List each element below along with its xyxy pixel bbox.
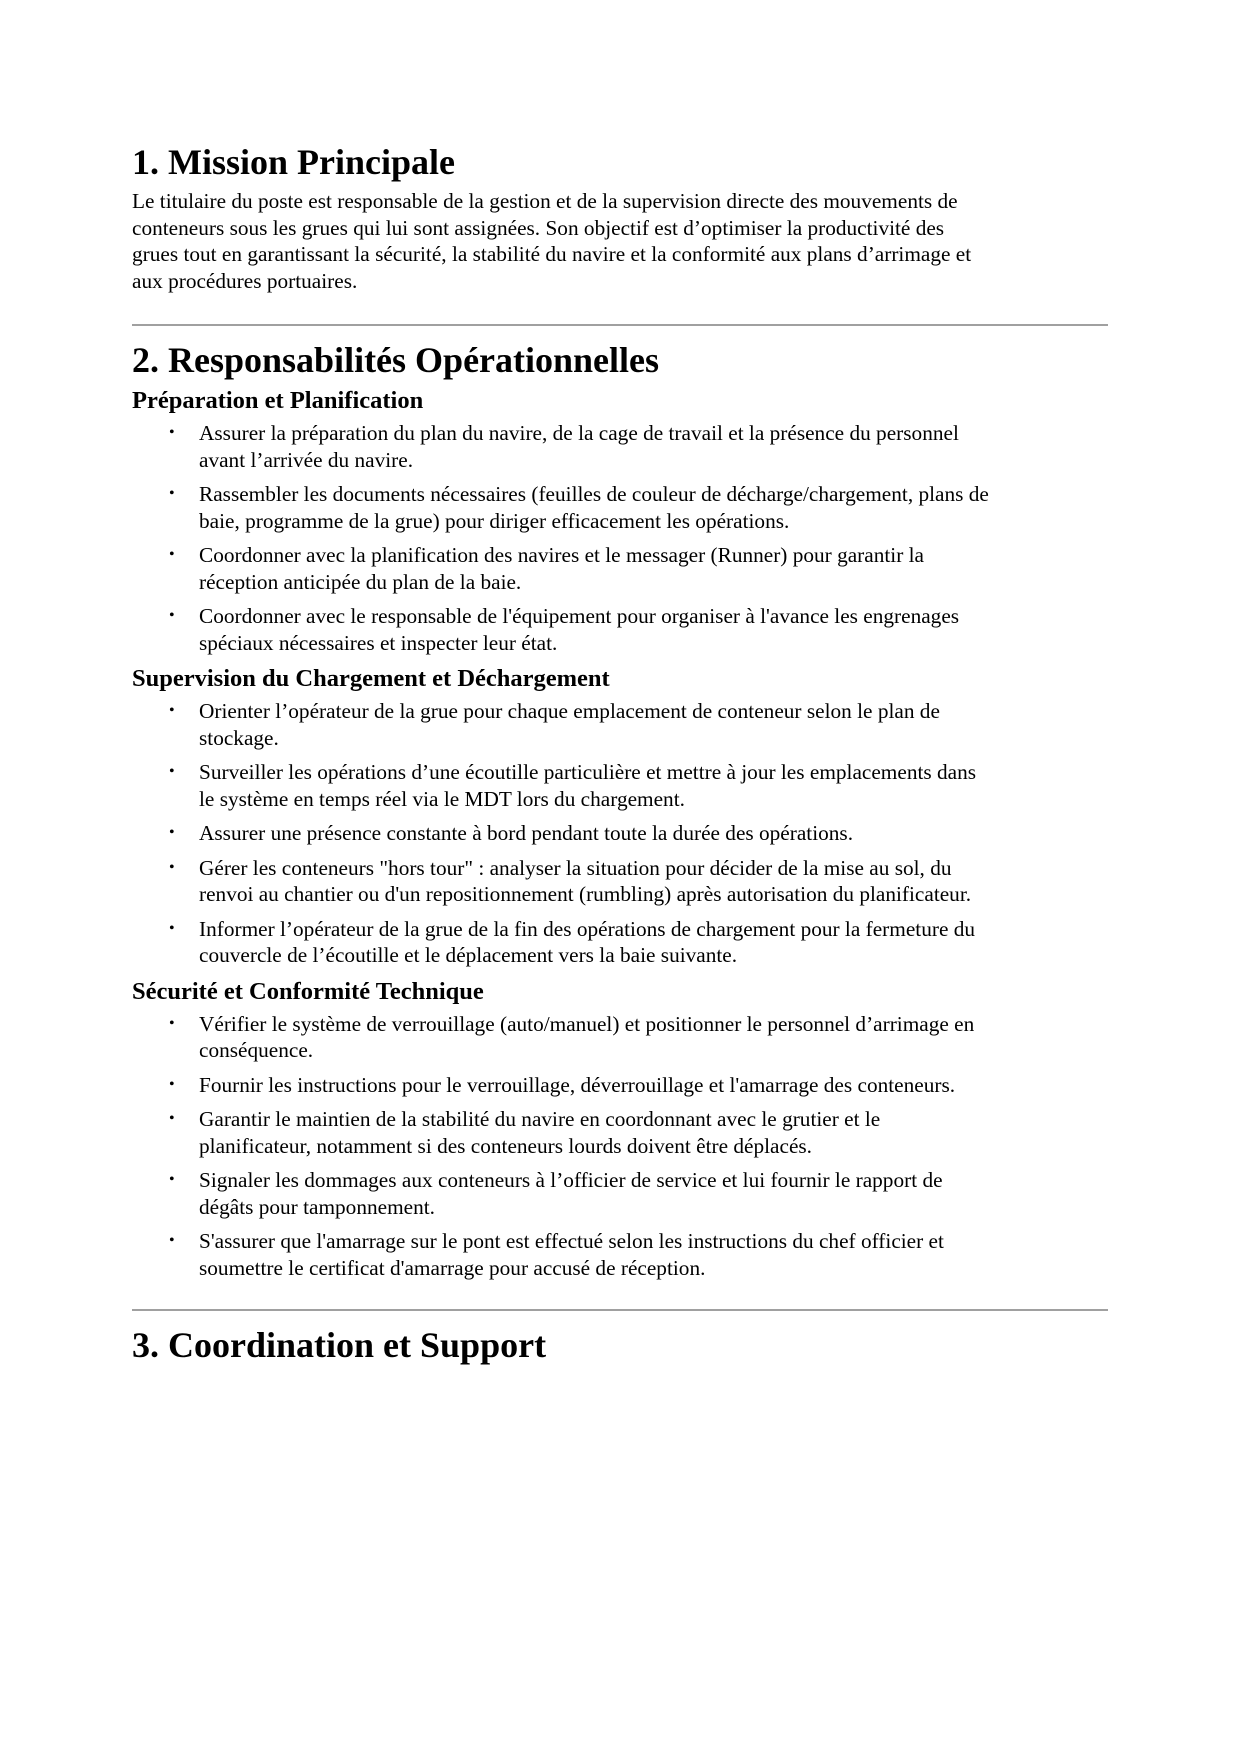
- bullet-icon: •: [169, 1110, 175, 1127]
- list-item-text: Coordonner avec le responsable de l'équipement pour organiser à l'avance les engrenages spéciaux nécessaires et inspecter leur état.: [199, 604, 960, 655]
- bullet-icon: •: [169, 858, 175, 876]
- bullet-icon: •: [169, 424, 175, 441]
- list-item: [132, 420, 989, 473]
- subsection-title-securite: Sécurité et Conformité Technique: [132, 977, 484, 1005]
- list-item-text: Surveiller les opérations d’une écoutille particulière et mettre à jour les emplacements dans le système en temps réel via le MDT lors du chargement.: [199, 760, 977, 811]
- bullet-list-securite: [132, 1011, 1108, 1282]
- bullet-icon: •: [169, 607, 175, 624]
- bullet-list-preparation: [132, 420, 1108, 656]
- list-item: [132, 916, 989, 969]
- bullet-icon: •: [169, 824, 175, 841]
- section-3-title: 3. Coordination et Support: [132, 1325, 547, 1365]
- bullet-icon: •: [169, 702, 175, 719]
- bullet-icon: •: [169, 1075, 175, 1093]
- list-item-text: Gérer les conteneurs "hors tour" : analyser la situation pour décider de la mise au sol, du renvoi au chantier ou d'un repositionnement (rumbling) après autorisation du planificateur.: [199, 855, 972, 906]
- section-1-paragraph: Le titulaire du poste est responsable de la gestion et de la supervision directe des mouvements de conteneurs sous les grues qui lui sont assignées. Son objectif est d’optimiser la productivité des grues tout en garantissant la sécurité, la stabilité du navire et la conformité aux plans d’arrimage et aux procédures portuaires.: [132, 189, 972, 293]
- bullet-list-supervision: [132, 698, 1108, 969]
- list-item: [132, 820, 989, 847]
- section-divider: [132, 324, 1108, 326]
- list-item: [132, 1072, 989, 1099]
- subsection-title-preparation: Préparation et Planification: [132, 387, 424, 414]
- list-item-text: Vérifier le système de verrouillage (auto/manuel) et positionner le personnel d’arrimage en conséquence.: [199, 1011, 975, 1062]
- list-item: [132, 481, 989, 534]
- list-item: [132, 855, 989, 908]
- document-page: [132, 138, 1108, 1365]
- list-item-text: Rassembler les documents nécessaires (feuilles de couleur de décharge/chargement, plans de baie, programme de la grue) pour diriger efficacement les opérations.: [199, 482, 989, 533]
- list-item-text: Assurer la préparation du plan du navire, de la cage de travail et la présence du personnel avant l’arrivée du navire.: [199, 421, 959, 472]
- list-item-text: Assurer une présence constante à bord pendant toute la durée des opérations.: [199, 821, 854, 845]
- list-item-text: Orienter l’opérateur de la grue pour chaque emplacement de conteneur selon le plan de stockage.: [199, 699, 940, 750]
- bullet-icon: •: [169, 919, 175, 937]
- list-item-text: Signaler les dommages aux conteneurs à l’officier de service et lui fournir le rapport de dégâts pour tamponnement.: [199, 1168, 943, 1219]
- bullet-icon: •: [169, 546, 175, 563]
- bullet-icon: •: [169, 485, 175, 502]
- list-item-text: S'assurer que l'amarrage sur le pont est effectué selon les instructions du chef officier et soumettre le certificat d'amarrage pour accusé de réception.: [199, 1229, 944, 1280]
- list-item: [132, 1228, 989, 1281]
- list-item-text: Garantir le maintien de la stabilité du navire en coordonnant avec le grutier et le planificateur, notamment si des conteneurs lourds doivent être déplacés.: [199, 1107, 881, 1158]
- bullet-icon: •: [169, 1171, 175, 1188]
- bullet-icon: •: [169, 1232, 175, 1249]
- list-item: [132, 603, 989, 656]
- list-item: [132, 759, 989, 812]
- subsection-title-supervision: Supervision du Chargement et Déchargement: [132, 665, 610, 692]
- list-item-text: Informer l’opérateur de la grue de la fin des opérations de chargement pour la fermeture du couvercle de l’écoutille et le déplacement vers la baie suivante.: [199, 916, 976, 967]
- list-item: [132, 542, 989, 595]
- bullet-icon: •: [169, 1014, 175, 1032]
- section-divider: [132, 1309, 1108, 1311]
- list-item: [132, 1106, 989, 1159]
- list-item: [132, 1011, 989, 1064]
- section-1-title: 1. Mission Principale: [132, 142, 455, 182]
- list-item: [132, 698, 989, 751]
- section-2-title: 2. Responsabilités Opérationnelles: [132, 340, 660, 380]
- list-item: [132, 1167, 989, 1220]
- bullet-icon: •: [169, 763, 175, 780]
- list-item-text: Coordonner avec la planification des navires et le messager (Runner) pour garantir la réception anticipée du plan de la baie.: [199, 543, 924, 594]
- list-item-text: Fournir les instructions pour le verrouillage, déverrouillage et l'amarrage des conteneurs.: [199, 1072, 956, 1097]
